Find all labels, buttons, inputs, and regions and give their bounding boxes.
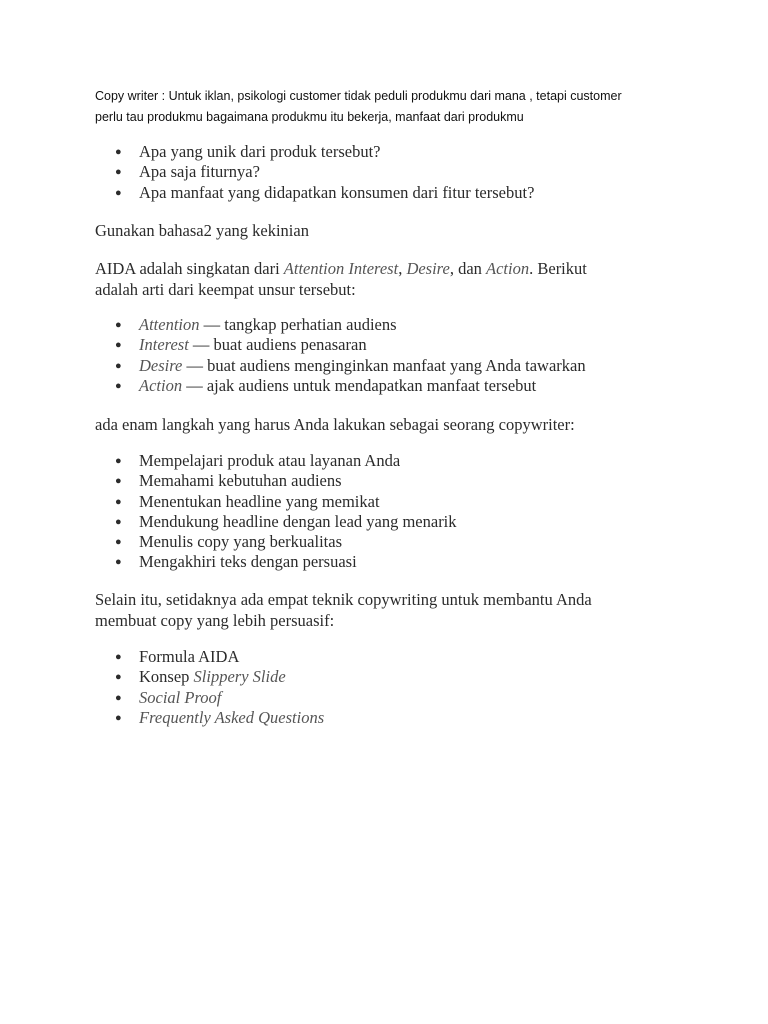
list-item-text: Mendukung headline dengan lead yang menarik: [139, 511, 457, 531]
list-item-text: — buat audiens penasaran: [188, 335, 367, 355]
steps-list: [95, 451, 715, 573]
list-item-text: Konsep: [139, 667, 194, 687]
aida-term-action: Action: [486, 259, 530, 278]
bullet-icon: ●: [115, 711, 122, 724]
list-item: [95, 688, 715, 708]
list-item-term: Social Proof: [139, 687, 222, 707]
bullet-icon: ●: [115, 455, 122, 467]
bullet-icon: ●: [115, 651, 122, 663]
techniques-intro-paragraph: [95, 589, 675, 631]
list-item: [95, 315, 715, 335]
list-item: [95, 451, 715, 471]
list-item: [95, 667, 715, 687]
list-item-term: Frequently Asked Questions: [139, 707, 325, 727]
list-item: [95, 142, 715, 162]
list-item-text: Menulis copy yang berkualitas: [139, 532, 342, 552]
bullet-icon: ●: [115, 339, 122, 352]
bullet-icon: ●: [115, 379, 122, 392]
bullet-icon: ●: [115, 515, 122, 528]
list-item-text: Apa saja fiturnya?: [139, 162, 260, 182]
steps-intro-paragraph: ada enam langkah yang harus Anda lakukan sebagai seorang copywriter:: [95, 415, 575, 434]
aida-list: [95, 315, 715, 396]
aida-term-attention-interest: Attention Interest: [283, 259, 399, 278]
list-item: [95, 532, 715, 552]
techniques-list: [95, 647, 715, 728]
techniques-intro-line-1: Selain itu, setidaknya ada empat teknik copywriting untuk membantu Anda: [95, 590, 592, 609]
list-item-text: — ajak audiens untuk mendapatkan manfaat tersebut: [182, 375, 537, 395]
list-item: [95, 183, 715, 203]
list-item-text: — buat audiens menginginkan manfaat yang Anda tawarkan: [182, 355, 586, 375]
list-item-term: Interest: [139, 335, 189, 355]
bullet-icon: ●: [115, 146, 122, 158]
aida-text: . Berikut: [529, 259, 587, 278]
bullet-icon: ●: [115, 359, 122, 372]
gunakan-paragraph: Gunakan bahasa2 yang kekinian: [95, 221, 309, 240]
bullet-icon: ●: [115, 536, 122, 549]
list-item: [95, 512, 715, 532]
aida-paragraph: [95, 258, 675, 300]
list-item-text: Formula AIDA: [139, 647, 240, 666]
list-item: [95, 376, 715, 396]
aida-text: AIDA adalah singkatan dari: [95, 259, 284, 278]
list-item-text: Apa yang unik dari produk tersebut?: [139, 142, 381, 161]
list-item-text: Mempelajari produk atau layanan Anda: [139, 451, 401, 470]
questions-list: [95, 142, 715, 203]
aida-line-2: adalah arti dari keempat unsur tersebut:: [95, 280, 356, 299]
list-item-text: Menentukan headline yang memikat: [139, 491, 380, 511]
list-item: [95, 552, 715, 572]
intro-paragraph: [95, 86, 695, 128]
intro-line-2: perlu tau produkmu bagaimana produkmu itu bekerja, manfaat dari produkmu: [95, 110, 524, 124]
list-item-text: Memahami kebutuhan audiens: [139, 471, 342, 491]
bullet-icon: ●: [115, 691, 122, 704]
list-item: [95, 162, 715, 182]
aida-line-1: [95, 258, 675, 279]
list-item: [95, 356, 715, 376]
list-item-text: Mengakhiri teks dengan persuasi: [139, 552, 357, 572]
bullet-icon: ●: [115, 671, 122, 684]
aida-text: ,: [398, 259, 407, 278]
list-item-term: Slippery Slide: [193, 667, 286, 687]
list-item-term: Attention: [139, 315, 200, 334]
list-item-text: — tangkap perhatian audiens: [199, 315, 397, 334]
list-item-text: Apa manfaat yang didapatkan konsumen dari fitur tersebut?: [139, 182, 535, 202]
list-item: [95, 708, 715, 728]
bullet-icon: ●: [115, 186, 122, 199]
list-item-term: Action: [139, 375, 183, 395]
list-item: [95, 492, 715, 512]
list-item: [95, 647, 715, 667]
list-item: [95, 471, 715, 491]
aida-term-desire: Desire: [406, 259, 450, 278]
bullet-icon: ●: [115, 495, 122, 508]
bullet-icon: ●: [115, 319, 122, 331]
bullet-icon: ●: [115, 556, 122, 569]
bullet-icon: ●: [115, 166, 122, 179]
bullet-icon: ●: [115, 475, 122, 488]
intro-line-1: Copy writer : Untuk iklan, psikologi customer tidak peduli produkmu dari mana , tetapi customer: [95, 89, 622, 103]
list-item-term: Desire: [139, 355, 183, 375]
list-item: [95, 335, 715, 355]
techniques-intro-line-2: membuat copy yang lebih persuasif:: [95, 611, 335, 630]
aida-text: , dan: [449, 259, 487, 278]
